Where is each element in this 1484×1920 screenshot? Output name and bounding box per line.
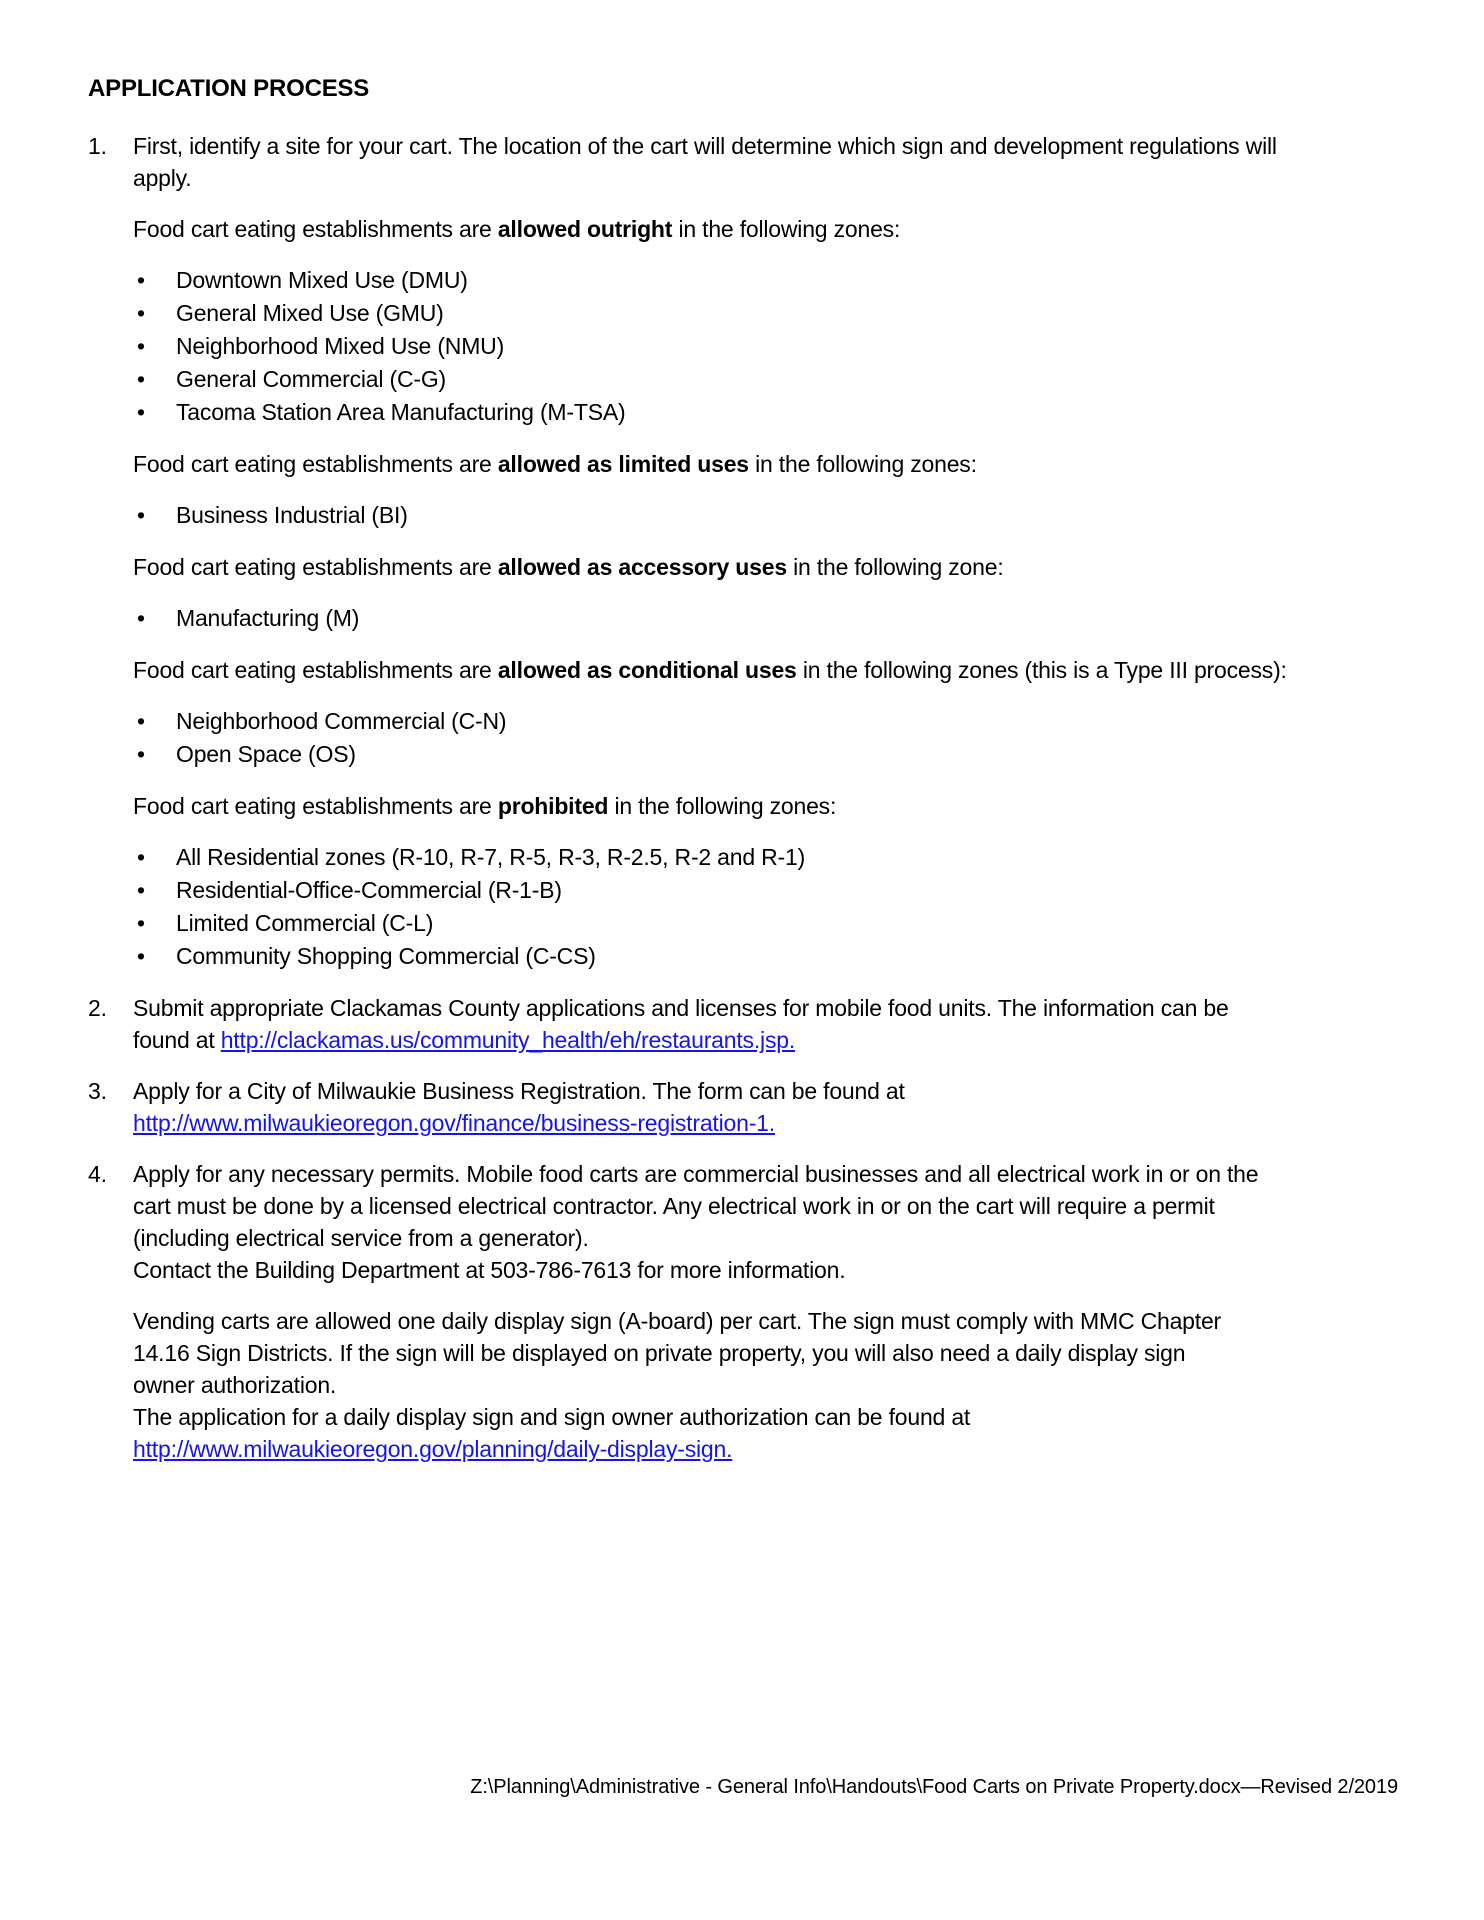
zone-label: Tacoma Station Area Manufacturing (M-TSA) — [176, 399, 626, 425]
vending-sign-text: Vending carts are allowed one daily display sign (A-board) per cart. The sign must comply with MMC Chapter 14.16 Sign Districts. If the sign will be displayed on private property, you will also need a daily display sign owner authorization. — [133, 1308, 1221, 1398]
bullet-icon: • — [137, 844, 145, 870]
list-item — [133, 874, 1396, 907]
step-4-contact-text: Contact the Building Department at 503-786-7613 for more information. — [133, 1257, 846, 1283]
step-2-number: 2. — [88, 995, 107, 1021]
zone-label: Limited Commercial (C-L) — [176, 910, 434, 936]
zones-accessory-heading — [133, 551, 1396, 583]
zone-label: Manufacturing (M) — [176, 605, 360, 631]
list-item — [133, 297, 1396, 330]
business-registration-link[interactable]: http://www.milwaukieoregon.gov/finance/business-registration-1. — [133, 1110, 775, 1136]
bullet-icon: • — [137, 300, 145, 326]
step-1-number: 1. — [88, 133, 107, 159]
step-3-sentence: Apply for a City of Milwaukie Business Registration. The form can be found at — [133, 1078, 905, 1104]
step-4-permits-paragraph — [133, 1158, 1273, 1286]
heading-text: in the following zones: — [748, 451, 977, 477]
heading-text: Food cart eating establishments are — [133, 554, 498, 580]
heading-text: Food cart eating establishments are — [133, 793, 498, 819]
heading-text: Food cart eating establishments are — [133, 216, 498, 242]
list-item — [133, 264, 1396, 297]
step-2-body — [133, 992, 1396, 1075]
heading-text: in the following zones (this is a Type III process): — [796, 657, 1287, 683]
bullet-icon: • — [137, 741, 145, 767]
zones-accessory-list — [133, 602, 1396, 635]
step-3-text — [133, 1075, 1396, 1139]
zone-label: Downtown Mixed Use (DMU) — [176, 267, 468, 293]
bullet-icon: • — [137, 910, 145, 936]
heading-text: Food cart eating establishments are — [133, 657, 498, 683]
heading-text: Food cart eating establishments are — [133, 451, 498, 477]
heading-text: in the following zones: — [672, 216, 901, 242]
zones-prohibited-list — [133, 841, 1396, 973]
list-item — [133, 907, 1396, 940]
step-4-body — [133, 1158, 1396, 1484]
zone-label: Neighborhood Mixed Use (NMU) — [176, 333, 505, 359]
document-content — [88, 74, 1396, 1484]
step-1-intro: First, identify a site for your cart. The location of the cart will determine which sign and development regulations will apply. — [133, 133, 1277, 191]
zones-limited-list — [133, 499, 1396, 532]
heading-bold-text: allowed as accessory uses — [497, 554, 787, 580]
step-3-body — [133, 1075, 1396, 1158]
list-item — [133, 499, 1396, 532]
step-2 — [88, 992, 1396, 1075]
bullet-icon: • — [137, 267, 145, 293]
list-item — [133, 363, 1396, 396]
bullet-icon: • — [137, 399, 145, 425]
step-4-number: 4. — [88, 1161, 107, 1187]
zone-label: All Residential zones (R-10, R-7, R-5, R-3, R-2.5, R-2 and R-1) — [176, 844, 806, 870]
zone-label: Open Space (OS) — [176, 741, 356, 767]
step-3 — [88, 1075, 1396, 1158]
list-item — [133, 602, 1396, 635]
heading-bold-text: allowed as conditional uses — [497, 657, 797, 683]
zone-label: Community Shopping Commercial (C-CS) — [176, 943, 596, 969]
bullet-icon: • — [137, 333, 145, 359]
list-item — [133, 841, 1396, 874]
zones-limited-heading — [133, 448, 1396, 480]
clackamas-restaurants-link[interactable]: http://clackamas.us/community_health/eh/restaurants.jsp. — [220, 1027, 796, 1053]
step-2-text — [133, 992, 1263, 1056]
zones-conditional-heading — [133, 654, 1333, 686]
list-item — [133, 330, 1396, 363]
list-item — [133, 738, 1396, 771]
bullet-icon: • — [137, 605, 145, 631]
heading-bold-text: prohibited — [497, 793, 609, 819]
heading-bold-text: allowed as limited uses — [497, 451, 749, 477]
bullet-icon: • — [137, 366, 145, 392]
step-4-vending-paragraph — [133, 1305, 1253, 1465]
zone-label: General Mixed Use (GMU) — [176, 300, 444, 326]
list-item — [133, 396, 1396, 429]
sign-application-text: The application for a daily display sign and sign owner authorization can be found at — [133, 1404, 971, 1430]
step-1-body — [133, 130, 1396, 992]
zones-outright-heading — [133, 213, 1396, 245]
bullet-icon: • — [137, 877, 145, 903]
zone-label: General Commercial (C-G) — [176, 366, 446, 392]
page-title: APPLICATION PROCESS — [88, 75, 370, 102]
step-2-sentence: Submit appropriate Clackamas County applications and licenses for mobile food units. The information can be found at — [133, 995, 1229, 1053]
heading-text: in the following zones: — [608, 793, 837, 819]
step-3-number: 3. — [88, 1078, 107, 1104]
zones-conditional-list — [133, 705, 1396, 771]
bullet-icon: • — [137, 943, 145, 969]
zone-label: Business Industrial (BI) — [176, 502, 408, 528]
heading-text: in the following zone: — [786, 554, 1004, 580]
zones-prohibited-heading — [133, 790, 1396, 822]
step-4 — [88, 1158, 1396, 1484]
zones-outright-list — [133, 264, 1396, 429]
bullet-icon: • — [137, 708, 145, 734]
daily-display-sign-link[interactable]: http://www.milwaukieoregon.gov/planning/daily-display-sign. — [133, 1436, 733, 1462]
footer-path: Z:\Planning\Administrative - General Info\Handouts\Food Carts on Private Property.docx—Revised 2/2019 — [470, 1776, 1398, 1798]
zone-label: Neighborhood Commercial (C-N) — [176, 708, 507, 734]
zone-label: Residential-Office-Commercial (R-1-B) — [176, 877, 562, 903]
list-item — [133, 705, 1396, 738]
bullet-icon: • — [137, 502, 145, 528]
step-4-permits-text: Apply for any necessary permits. Mobile food carts are commercial businesses and all electrical work in or on the cart must be done by a licensed electrical contractor. Any electrical work in or on the cart will require a permit (including electrical service from a generator). — [133, 1161, 1259, 1251]
step-1 — [88, 130, 1396, 992]
list-item — [133, 940, 1396, 973]
heading-bold-text: allowed outright — [497, 216, 673, 242]
